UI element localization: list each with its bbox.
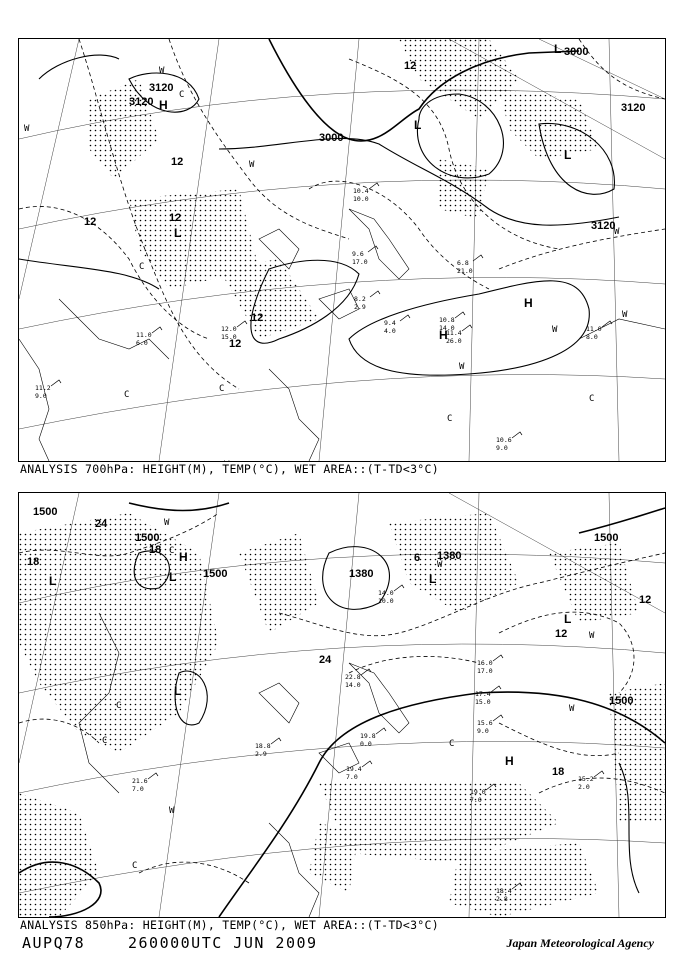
agency-name: Japan Meteorological Agency	[506, 936, 654, 950]
wind-barb	[394, 585, 404, 591]
warm-symbol: W	[552, 325, 558, 335]
cold-symbol: C	[447, 414, 453, 424]
station-dewpoint-depression: 10.0	[353, 195, 369, 203]
low-pressure-symbol: L	[564, 612, 572, 626]
station-temp: 9.6	[352, 250, 364, 258]
station-plot	[586, 321, 612, 341]
high-pressure-symbol: H	[524, 296, 533, 310]
station-dewpoint-depression: 0.0	[360, 740, 372, 748]
warm-symbol: W	[622, 310, 628, 320]
wind-barb	[362, 761, 372, 767]
cold-symbol: C	[102, 736, 108, 746]
low-pressure-symbol: L	[169, 570, 177, 584]
station-plot	[457, 255, 483, 275]
contour-label: 1380	[437, 550, 462, 562]
cold-symbol: C	[139, 262, 145, 272]
cold-symbol: C	[179, 90, 185, 100]
station-temp: 21.6	[132, 777, 148, 785]
cold-symbol: C	[124, 390, 130, 400]
station-temp: 8.2	[354, 295, 366, 303]
station-dewpoint-depression: 2.9	[354, 303, 366, 311]
warm-symbol: W	[459, 362, 465, 372]
contour-label: 1500	[135, 532, 160, 544]
station-dewpoint-depression: 4.0	[384, 327, 396, 335]
warm-symbol: W	[159, 66, 165, 76]
wind-barb	[594, 771, 604, 777]
station-plot	[578, 771, 604, 791]
contour-label: 12	[229, 338, 242, 350]
low-pressure-symbol: L	[429, 572, 437, 586]
contour-label: 12	[555, 628, 568, 640]
wind-barb	[493, 655, 503, 661]
station-dewpoint-depression: 2.8	[496, 895, 508, 903]
wind-barb	[152, 327, 162, 333]
station-plot	[352, 246, 378, 266]
contour-label: 3000	[564, 46, 589, 58]
station-temp: 22.8	[345, 673, 361, 681]
cold-symbol: C	[116, 701, 122, 711]
station-temp: 15.6	[477, 719, 493, 727]
station-dewpoint-depression: 8.0	[586, 333, 598, 341]
wind-barb	[493, 715, 503, 721]
low-pressure-symbol: L	[174, 684, 182, 698]
high-pressure-symbol: H	[439, 328, 448, 342]
station-temp: 12.0	[221, 325, 237, 333]
station-temp: 10.8	[439, 316, 455, 324]
contour-label: 24	[319, 654, 332, 666]
station-plot	[136, 327, 162, 347]
low-pressure-symbol: L	[49, 574, 57, 588]
wind-barb	[491, 686, 501, 692]
warm-symbol: W	[589, 631, 595, 641]
low-pressure-symbol: L	[414, 118, 422, 132]
low-pressure-symbol: L	[564, 148, 572, 162]
wind-barb	[400, 315, 410, 321]
wind-barb	[51, 380, 61, 386]
station-dewpoint-depression: 7.0	[132, 785, 144, 793]
wind-barb	[376, 728, 386, 734]
station-plot	[477, 715, 503, 735]
warm-symbol: W	[614, 227, 620, 237]
low-pressure-symbol: L	[554, 42, 562, 56]
station-temp: 6.8	[457, 259, 469, 267]
station-dewpoint-depression: 15.0	[475, 698, 491, 706]
cold-symbol: C	[589, 394, 595, 404]
contour-label: 1500	[33, 506, 58, 518]
caption-850hpa: ANALYSIS 850hPa: HEIGHT(M), TEMP(°C), WET AREA::(T-TD<3°C)	[20, 918, 439, 932]
contour-label: 12	[404, 60, 417, 72]
low-pressure-symbol: L	[174, 226, 182, 240]
station-dewpoint-depression: 10.0	[378, 597, 394, 605]
wet-area	[19, 513, 665, 917]
cold-symbol: C	[219, 384, 225, 394]
high-pressure-symbol: H	[179, 550, 188, 564]
warm-symbol: W	[437, 560, 443, 570]
wind-barb	[271, 738, 281, 744]
cold-symbol: C	[449, 739, 455, 749]
warm-symbol: W	[169, 806, 175, 816]
contour-label: 3120	[129, 96, 154, 108]
station-plot	[384, 315, 410, 335]
wind-barb	[237, 321, 247, 327]
station-dewpoint-depression: 7.0	[470, 796, 482, 804]
wind-barb	[512, 432, 522, 438]
station-plot	[346, 761, 372, 781]
caption-700hpa: ANALYSIS 700hPa: HEIGHT(M), TEMP(°C), WET AREA::(T-TD<3°C)	[20, 462, 439, 476]
contour-label: 24	[95, 518, 108, 530]
station-temp: 19.4	[346, 765, 362, 773]
contour-label: 12	[171, 156, 184, 168]
contour-label: 18	[27, 556, 40, 568]
warm-symbol: W	[569, 704, 575, 714]
contour-label: 3000	[319, 132, 344, 144]
station-temp: 19.8	[360, 732, 376, 740]
station-plot	[221, 321, 247, 341]
station-dewpoint-depression: 9.0	[477, 727, 489, 735]
contour-label: 1380	[349, 568, 374, 580]
contour-label: 18	[552, 766, 565, 778]
height-contours	[19, 39, 619, 375]
map-700hpa	[19, 39, 665, 461]
station-plot	[354, 291, 380, 311]
station-temp: 14.0	[378, 589, 394, 597]
high-pressure-symbol: H	[159, 98, 168, 112]
chart-id: AUPQ78	[22, 934, 86, 952]
station-dewpoint-depression: 17.0	[352, 258, 368, 266]
contour-label: 18	[149, 544, 162, 556]
wind-barb	[473, 255, 483, 261]
station-temp: 16.0	[477, 659, 493, 667]
contour-label: 3120	[591, 220, 616, 232]
station-plot	[475, 686, 501, 706]
station-temp: 11.0	[586, 325, 602, 333]
station-temp: 17.4	[475, 690, 491, 698]
station-temp: 9.4	[384, 319, 396, 327]
wind-barb	[462, 325, 472, 331]
station-plot	[353, 183, 379, 203]
station-dewpoint-depression: 6.0	[136, 339, 148, 347]
station-plot	[255, 738, 281, 758]
station-dewpoint-depression: 9.0	[35, 392, 47, 400]
station-temp: 19.0	[470, 788, 486, 796]
station-temp: 10.6	[496, 436, 512, 444]
station-dewpoint-depression: 21.0	[457, 267, 473, 275]
contour-label: 12	[169, 212, 182, 224]
contour-label: 1500	[609, 695, 634, 707]
station-temp: 11.0	[136, 331, 152, 339]
station-plot	[378, 585, 404, 605]
map-panel-850hpa	[18, 492, 666, 918]
station-dewpoint-depression: 14.0	[439, 324, 455, 332]
wind-barb	[148, 773, 158, 779]
station-temp: 11.4	[446, 329, 462, 337]
wind-barb	[370, 291, 380, 297]
station-dewpoint-depression: 2.9	[255, 750, 267, 758]
wind-barb	[369, 183, 379, 189]
map-850hpa	[19, 493, 665, 917]
wind-barb	[455, 312, 465, 318]
station-plot	[496, 432, 522, 452]
cold-symbol: C	[169, 546, 175, 556]
station-dewpoint-depression: 15.0	[221, 333, 237, 341]
station-temp: 18.8	[255, 742, 271, 750]
station-temp: 10.4	[353, 187, 369, 195]
warm-symbol	[224, 460, 230, 461]
station-dewpoint-depression: 14.0	[345, 681, 361, 689]
high-pressure-symbol: H	[505, 754, 514, 768]
contour-label: 1500	[594, 532, 619, 544]
station-temp: 15.2	[578, 775, 594, 783]
station-dewpoint-depression: 2.0	[578, 783, 590, 791]
contour-label: 3120	[149, 82, 174, 94]
station-dewpoint-depression: 9.0	[496, 444, 508, 452]
wind-barb	[602, 321, 612, 327]
station-plot	[132, 773, 158, 793]
contour-label: 6	[414, 552, 421, 564]
contour-label: 12	[84, 216, 97, 228]
station-temp: 11.2	[35, 384, 51, 392]
contour-label: 12	[251, 312, 264, 324]
cold-symbol: C	[132, 861, 138, 871]
station-plot	[35, 380, 61, 400]
station-dewpoint-depression: 7.0	[346, 773, 358, 781]
contour-label: 1500	[203, 568, 228, 580]
warm-symbol: W	[24, 124, 30, 134]
station-dewpoint-depression: 17.0	[477, 667, 493, 675]
station-temp: 18.4	[496, 887, 512, 895]
station-dewpoint-depression: 26.0	[446, 337, 462, 345]
warm-symbol: W	[164, 518, 170, 528]
valid-time: 260000UTC JUN 2009	[128, 934, 318, 952]
contour-label: 3120	[621, 102, 646, 114]
warm-symbol: W	[249, 160, 255, 170]
map-panel-700hpa	[18, 38, 666, 462]
station-plot	[477, 655, 503, 675]
contour-label: 12	[639, 594, 652, 606]
